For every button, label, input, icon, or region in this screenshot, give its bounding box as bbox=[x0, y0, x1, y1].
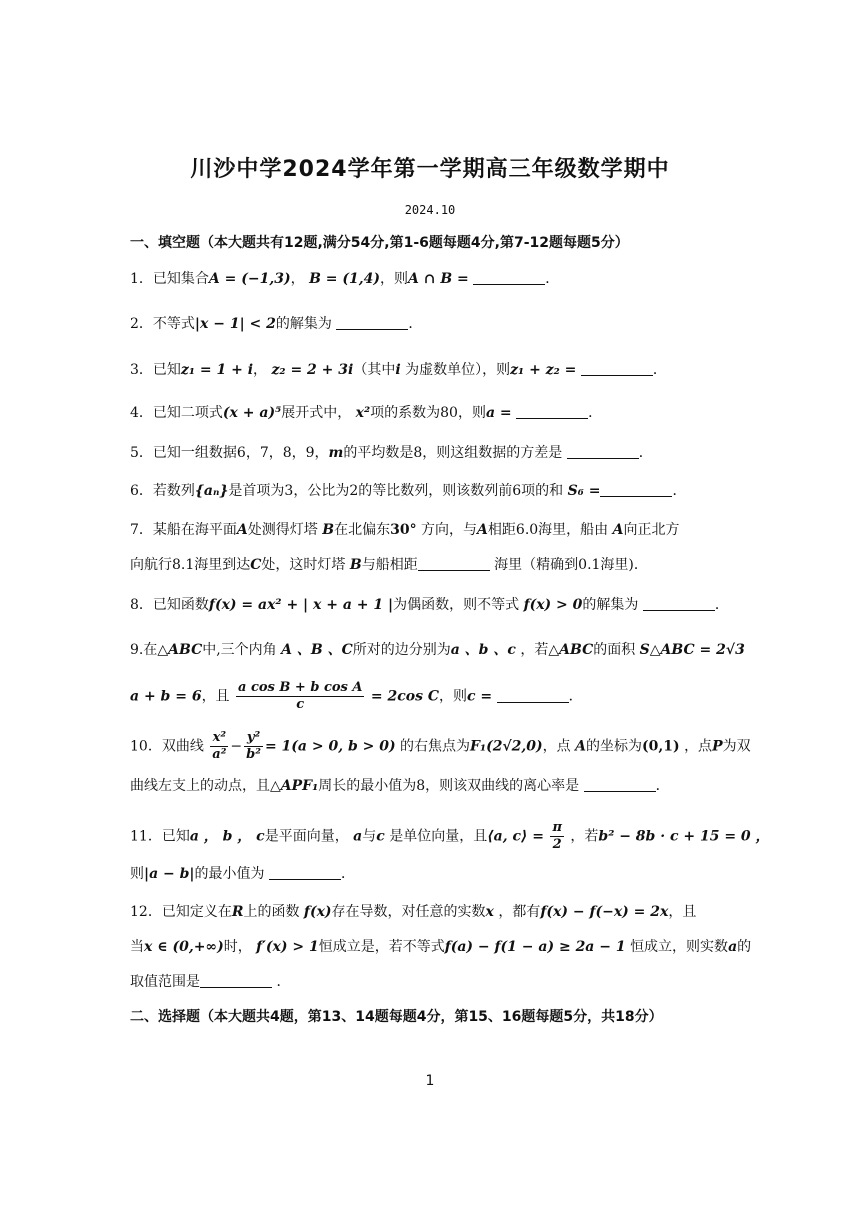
answer-blank bbox=[200, 973, 272, 988]
question-7-line-1: 7．某船在海平面A处测得灯塔 B在北偏东30° 方向，与A相距6.0海里，船由 A向正北方 bbox=[130, 522, 680, 538]
question-9-line-1: 9.在△ABC中,三个内角 A 、B 、C所对的边分别为a 、b 、c ，若△ABC的面积 S△ABC = 2√3 bbox=[130, 642, 745, 658]
question-5: 5．已知一组数据6，7，8，9，m的平均数是8，则这组数据的方差是 ． bbox=[130, 445, 653, 461]
question-9-line-2: a + b = 6，且 $\frac{\text{a cos B + b cos A}}{c}$ = 2cos C，则c = ． bbox=[130, 680, 583, 712]
fraction: $\frac{\text{a cos B + b cos A}}{c}$ bbox=[238, 680, 363, 712]
question-12-line-3: 取值范围是 ． bbox=[130, 974, 291, 990]
answer-blank bbox=[516, 404, 588, 419]
section-choice-heading: 二、选择题（本大题共4题，第13、14题每题4分，第15、16题每题5分，共18分） bbox=[130, 1009, 663, 1025]
question-1: 1．已知集合A = (−1,3)， B = (1,4)，则A ∩ B = ． bbox=[130, 271, 560, 287]
exam-date: 2024.10 bbox=[404, 203, 456, 217]
question-6: 6．若数列{aₙ}是首项为3，公比为2的等比数列，则该数列前6项的和 S₆ = ． bbox=[130, 483, 687, 499]
fraction: $\frac{\text{y²}}{\text{b²}}$ bbox=[246, 730, 261, 762]
answer-blank bbox=[418, 556, 490, 571]
question-2: 2．不等式|x − 1| < 2的解集为 ． bbox=[130, 316, 423, 332]
question-10-line-2: 曲线左支上的动点，且△APF₁周长的最小值为8，则该双曲线的离心率是 ． bbox=[130, 778, 670, 794]
answer-blank bbox=[269, 865, 341, 880]
question-12-line-1: 12．已知定义在R上的函数 f(x)存在导数，对任意的实数x ，都有f(x) − f(−x) = 2x，且 bbox=[130, 904, 697, 920]
fraction: $\frac{\pi}{2}$ bbox=[552, 820, 562, 852]
fraction: $\frac{\text{x²}}{\text{a²}}$ bbox=[212, 730, 227, 762]
question-10-line-1: 10．双曲线 $\frac{\text{x²}}{\text{a²}}$ − $\frac{\text{y²}}{\text{b²}}$ = 1(a > 0, b > 0) 的右焦点为F₁(2√2,0)，点 A的坐标为(0,1) ，点P为双 bbox=[130, 730, 751, 762]
answer-blank bbox=[643, 596, 715, 611]
answer-blank bbox=[567, 444, 639, 459]
question-11-line-2: 则|a − b|的最小值为 ． bbox=[130, 866, 355, 882]
answer-blank bbox=[584, 777, 656, 792]
answer-blank bbox=[581, 361, 653, 376]
question-8: 8．已知函数f(x) = ax² + | x + a + 1 |为偶函数，则不等式 f(x) > 0的解集为 ． bbox=[130, 597, 729, 613]
answer-blank bbox=[473, 270, 545, 285]
answer-blank bbox=[600, 482, 672, 497]
question-7-line-2: 向航行8.1海里到达C处，这时灯塔 B与船相距 海里（精确到0.1海里)． bbox=[130, 557, 648, 573]
answer-blank bbox=[336, 315, 408, 330]
answer-blank bbox=[497, 688, 569, 703]
page-title: 川沙中学2024学年第一学期高三年级数学期中 bbox=[190, 157, 670, 182]
section-fill-heading: 一、填空题（本大题共有12题,满分54分,第1-6题每题4分,第7-12题每题5分） bbox=[130, 235, 629, 251]
question-12-line-2: 当x ∈ (0,+∞)时， f′(x) > 1恒成立是，若不等式f(a) − f(1 − a) ≥ 2a − 1 恒成立，则实数a的 bbox=[130, 939, 752, 955]
question-11-line-1: 11．已知a ， b ， c是平面向量， a与c 是单位向量，且⟨a, c⟩ = $\frac{\pi}{2}$ ，若b² − 8b · c + 15 = 0 ， bbox=[130, 820, 770, 852]
question-4: 4．已知二项式(x + a)⁵展开式中， x²项的系数为80，则a = ． bbox=[130, 405, 603, 421]
question-3: 3．已知z₁ = 1 + i， z₂ = 2 + 3i（其中i 为虚数单位），则z₁ + z₂ = ． bbox=[130, 362, 667, 378]
page-number: 1 bbox=[425, 1073, 435, 1089]
